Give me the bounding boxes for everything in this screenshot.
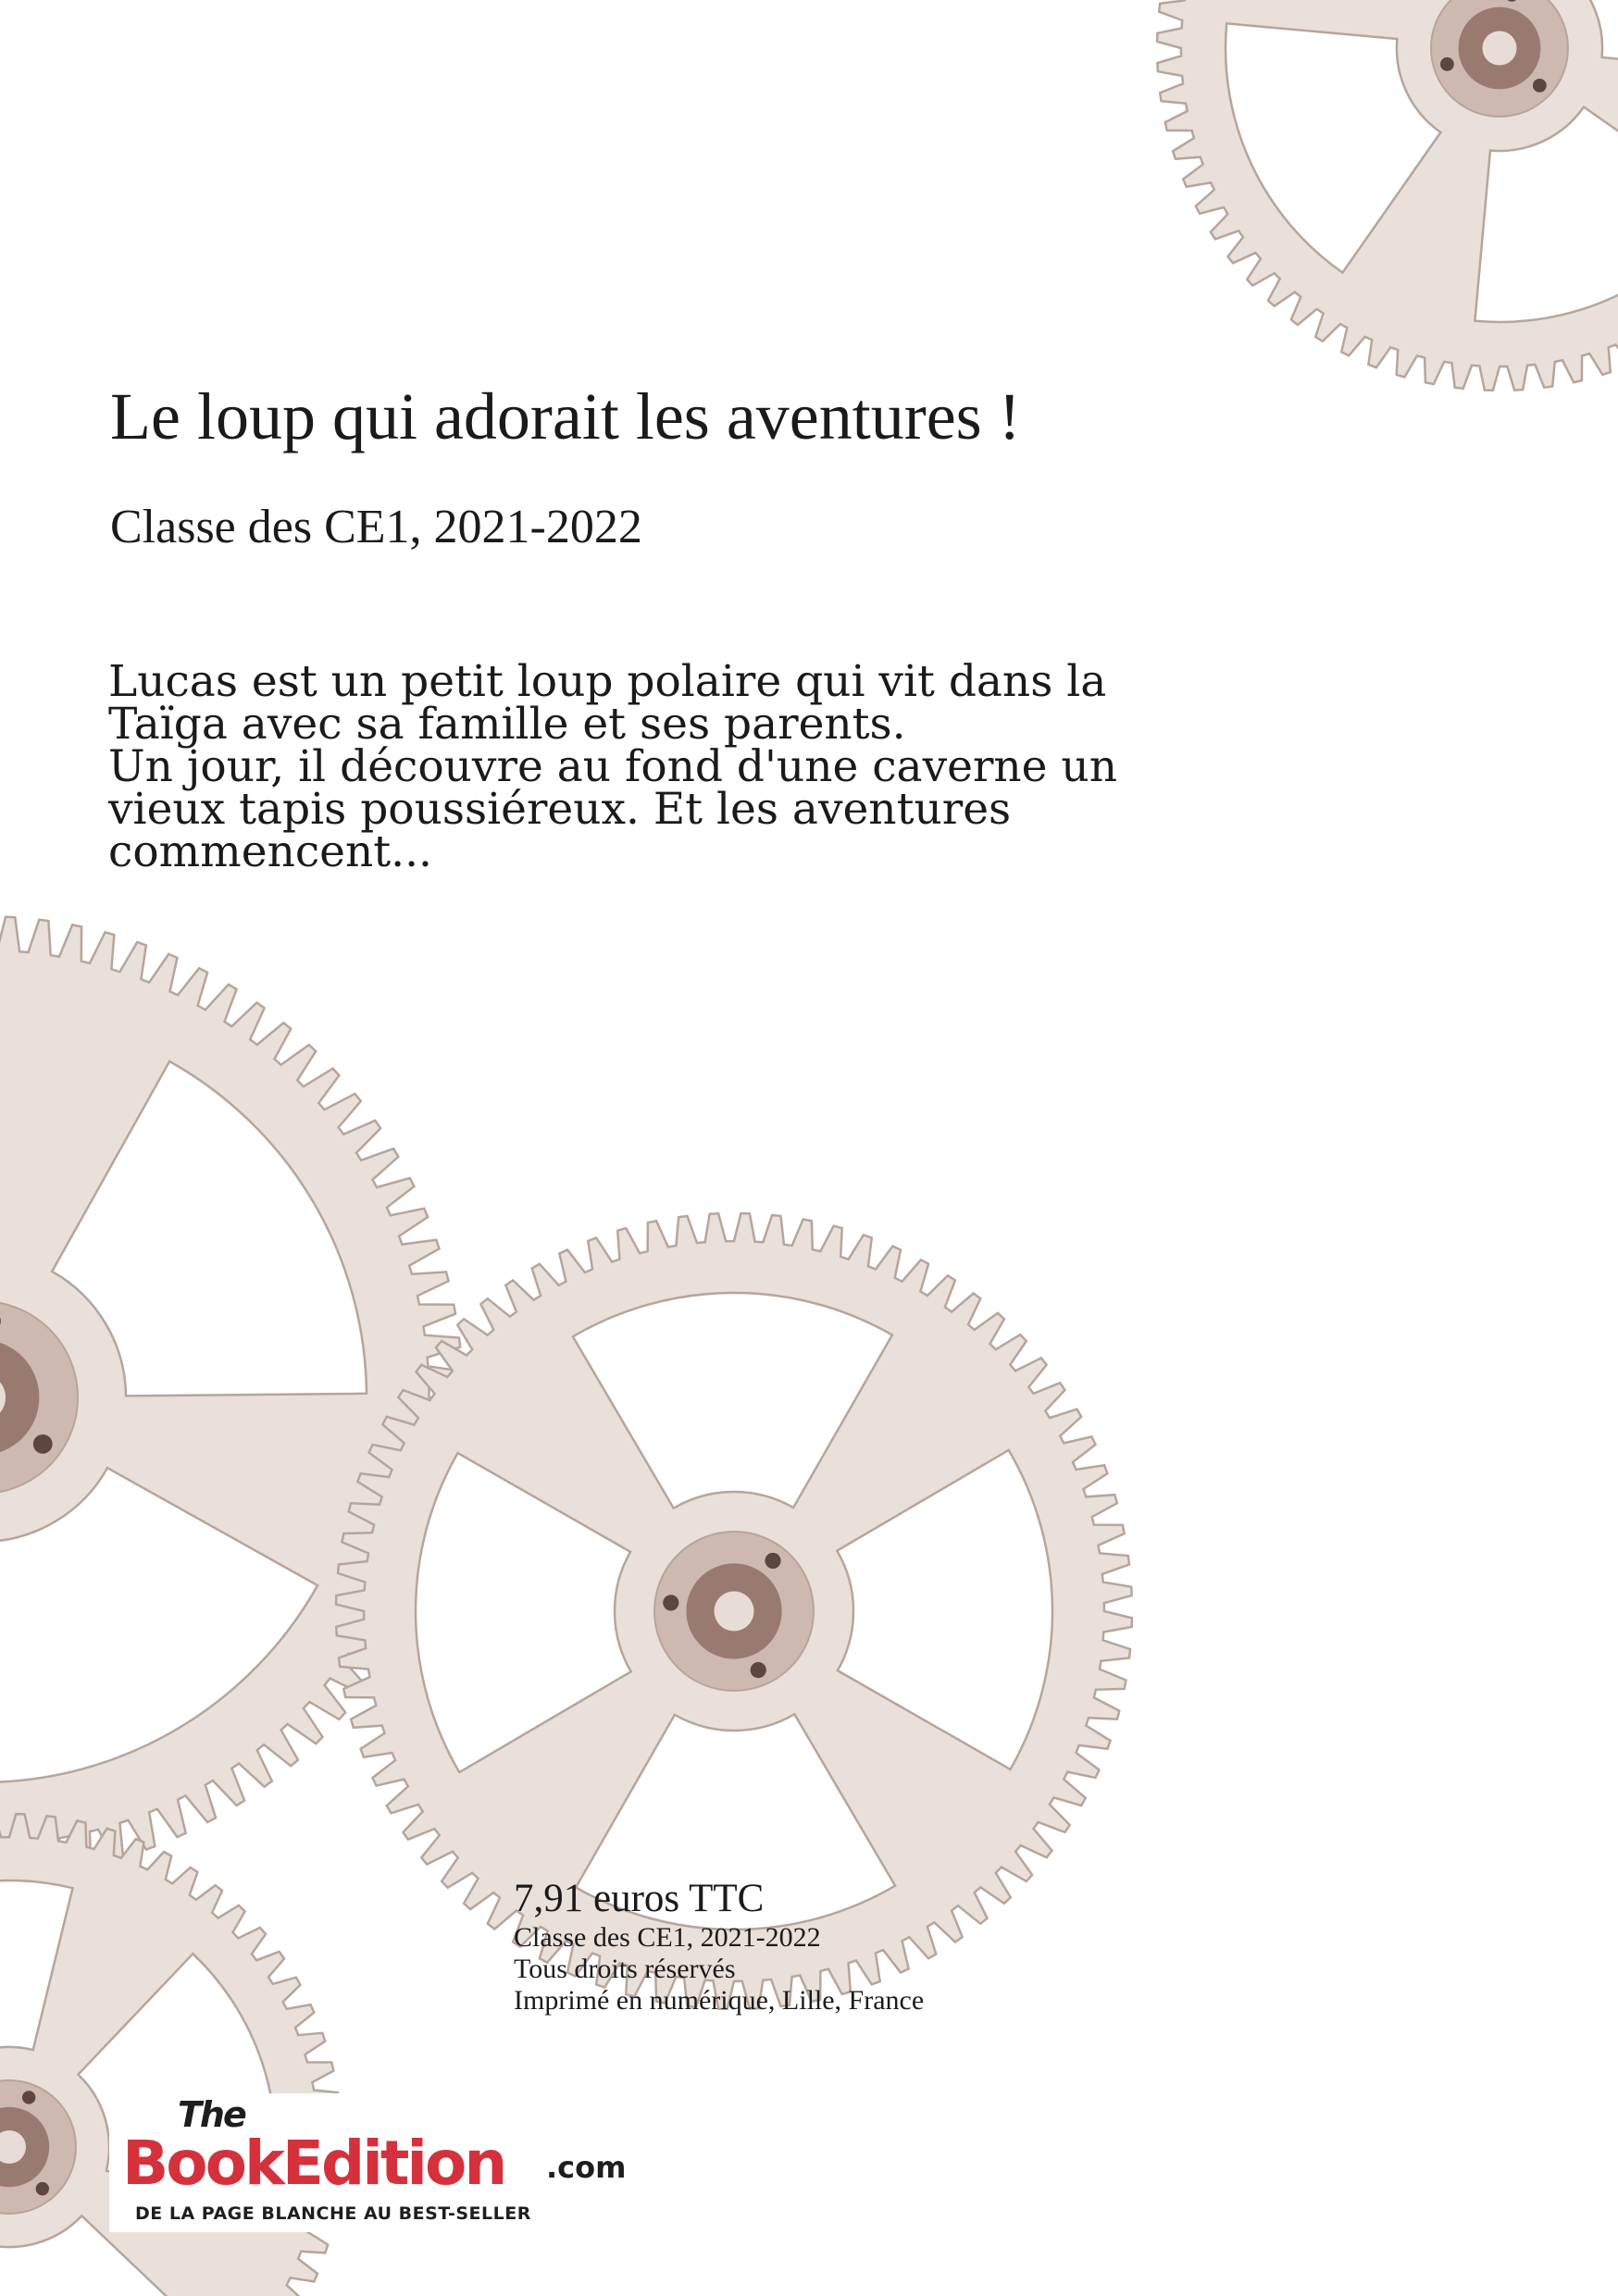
book-title: Le loup qui adorait les aventures ! xyxy=(110,379,1021,453)
logo-the-text: The xyxy=(178,2094,245,2135)
logo-brand-text: BookEdition xyxy=(122,2128,505,2199)
logo-tagline: DE LA PAGE BLANCHE AU BEST-SELLER xyxy=(135,2203,531,2224)
price-label: 7,91 euros TTC xyxy=(514,1877,765,1920)
imprint-info xyxy=(514,1922,924,2017)
imprint-printing: Imprimé en numérique, Lille, France xyxy=(514,1985,925,2016)
imprint-rights: Tous droits réservés xyxy=(514,1954,736,1984)
back-cover-blurb xyxy=(108,656,1256,877)
blurb-line: vieux tapis poussiéreux. Et les aventures xyxy=(108,784,1012,835)
book-subtitle: Classe des CE1, 2021-2022 xyxy=(110,501,642,553)
blurb-line: Un jour, il découvre au fond d'une caverne un xyxy=(108,741,1117,792)
blurb-line: commencent... xyxy=(108,826,432,877)
logo-domain-text: .com xyxy=(546,2150,627,2185)
top-right-gear-illustration xyxy=(1157,0,1618,391)
blurb-line: Taïga avec sa famille et ses parents. xyxy=(108,699,906,750)
imprint-author: Classe des CE1, 2021-2022 xyxy=(514,1922,821,1953)
publisher-logo xyxy=(109,2093,655,2232)
blurb-line: Lucas est un petit loup polaire qui vit dans la xyxy=(108,656,1107,707)
